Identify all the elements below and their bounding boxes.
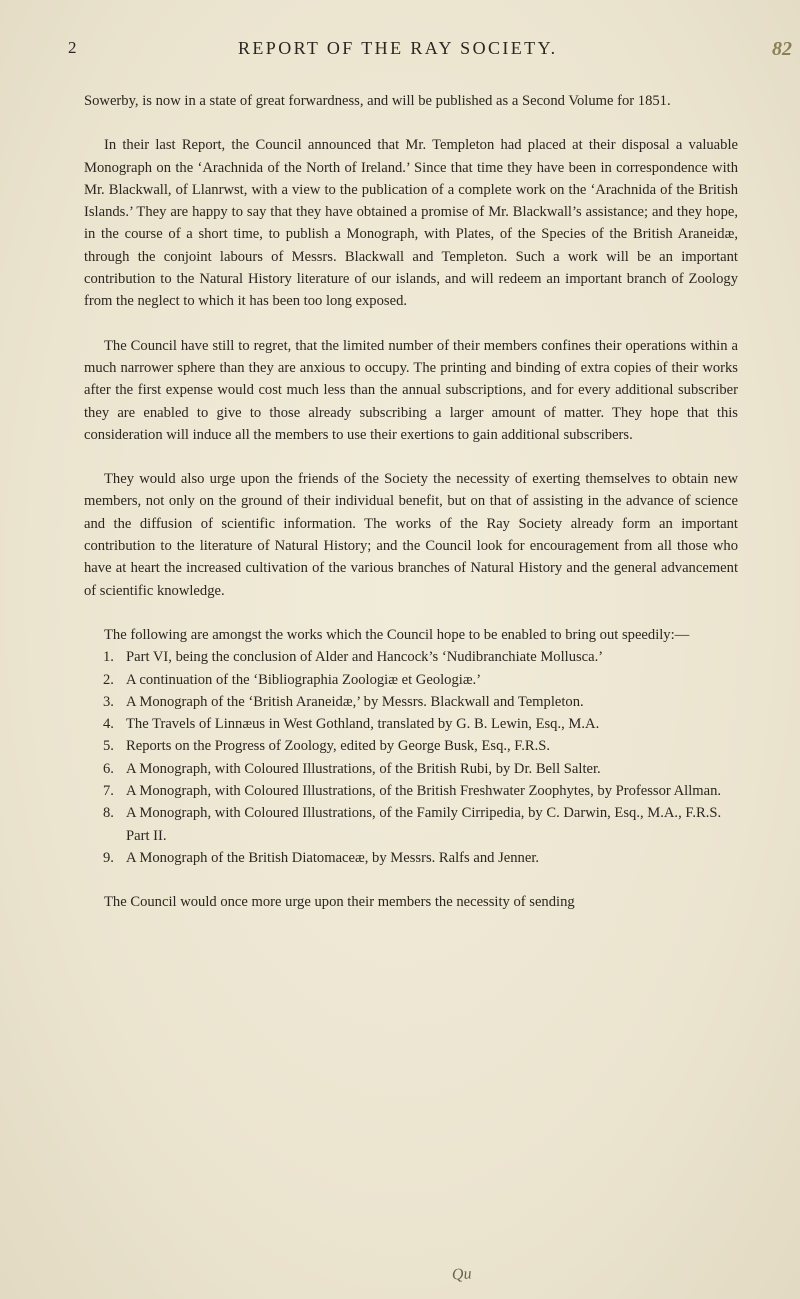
paragraph-friends: They would also urge upon the friends of the Society the necessity of exerting themselves to obtain new members, not only on the ground of their individual benefit, but on that of assisting in the advance of science and the diffusion of scientific information. The works of the Ray Society already form an important contribution to the literature of Natural History; and the Council look for encouragement from all those who have at heart the increased cultivation of the various branches of Natural History and the general advancement of scientific knowledge. bbox=[84, 471, 738, 599]
list-item: 1. Part VI, being the conclusion of Alder and Hancock’s ‘Nudibranchiate Mollusca.’ bbox=[103, 649, 604, 666]
paragraph-closing: The Council would once more urge upon their members the necessity of sending bbox=[104, 894, 575, 911]
handwritten-footer-mark: Qu bbox=[451, 1265, 473, 1284]
works-list bbox=[84, 646, 738, 869]
body-text bbox=[84, 90, 738, 936]
list-item: 9. A Monograph of the British Diatomaceæ, by Messrs. Ralfs and Jenner. bbox=[103, 849, 540, 866]
list-item: 8. A Monograph, with Coloured Illustrations, of the Family Cirripedia, by C. Darwin, Esq., M.A., F.R.S. Part II. bbox=[103, 805, 722, 844]
page-number: 2 bbox=[68, 38, 78, 57]
paragraph-works-intro: The following are amongst the works which the Council hope to be enabled to bring out speedily:— bbox=[104, 626, 690, 643]
list-item: 2. A continuation of the ‘Bibliographia Zoologiæ et Geologiæ.’ bbox=[103, 671, 482, 688]
paragraph-arachnida: In their last Report, the Council announced that Mr. Templeton had placed at their disposal a valuable Monograph on the ‘Arachnida of the North of Ireland.’ Since that time they have been in correspondence with Mr. Blackwall, of Llanrwst, with a view to the publication of a complete work on the ‘Arachnida of the British Islands.’ They are happy to say that they have obtained a promise of Mr. Blackwall’s assistance; and they hope, in the course of a short time, to publish a Monograph, with Plates, of the Species of the British Araneidæ, through the conjoint labours of Messrs. Blackwall and Templeton. Such a work will be an important contribution to the Natural History literature of our islands, and will redeem an important branch of Zoology from the neglect to which it has been too long exposed. bbox=[84, 137, 738, 310]
list-item: 5. Reports on the Progress of Zoology, edited by George Busk, Esq., F.R.S. bbox=[103, 738, 551, 755]
list-item: 7. A Monograph, with Coloured Illustrations, of the British Freshwater Zoophytes, by Professor Allman. bbox=[103, 783, 722, 800]
list-item: 3. A Monograph of the ‘British Araneidæ,’ by Messrs. Blackwall and Templeton. bbox=[103, 693, 584, 710]
running-head: REPORT OF THE RAY SOCIETY. bbox=[238, 38, 558, 58]
list-item: 4. The Travels of Linnæus in West Gothland, translated by G. B. Lewin, Esq., M.A. bbox=[103, 716, 600, 733]
paragraph-members: The Council have still to regret, that the limited number of their members confines their operations within a much narrower sphere than they are anxious to occupy. The printing and binding of extra copies of their works after the first expense would cost much less than the annual subscriptions, and for every additional subscriber they are enabled to give to those already subscribing a larger amount of matter. They hope that this consideration will induce all the members to use their exertions to gain additional subscribers. bbox=[84, 337, 738, 443]
list-item: 6. A Monograph, with Coloured Illustrations, of the British Rubi, by Dr. Bell Salter. bbox=[103, 760, 601, 777]
handwritten-corner-mark: 82 bbox=[772, 38, 792, 60]
page-header bbox=[0, 38, 800, 62]
paragraph-continuation: Sowerby, is now in a state of great forwardness, and will be published as a Second Volume for 1851. bbox=[84, 93, 671, 109]
